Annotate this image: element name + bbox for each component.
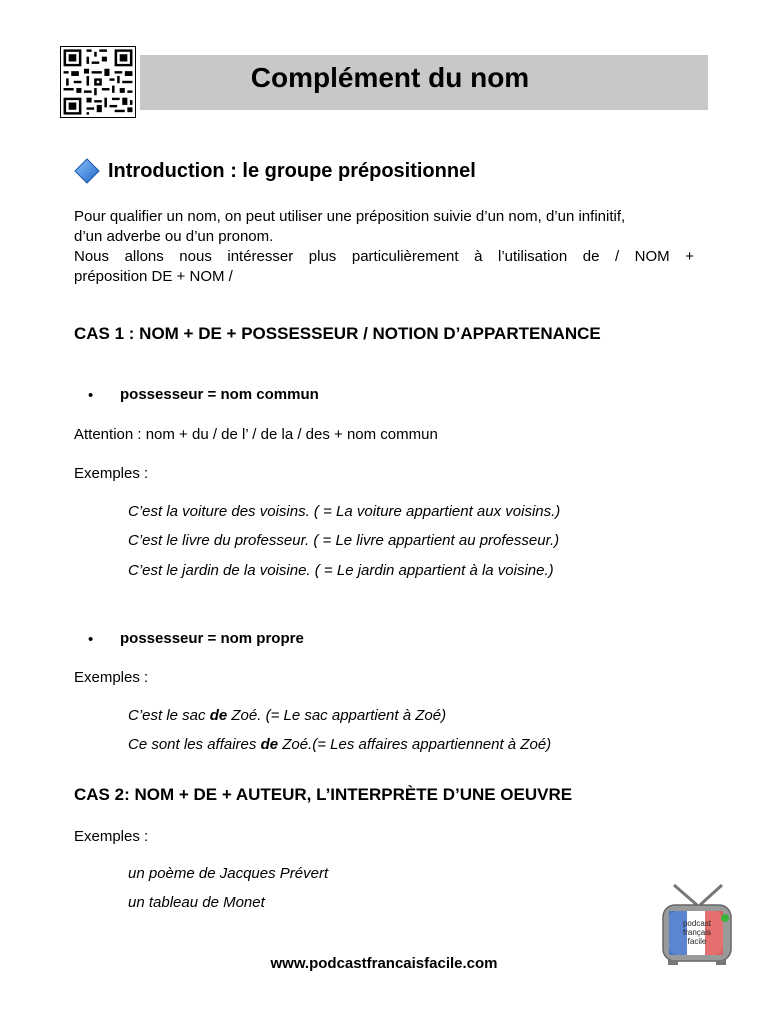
- footer-url: www.podcastfrancaisfacile.com: [270, 955, 498, 972]
- intro-line-4: préposition DE + NOM /: [74, 268, 233, 285]
- cas1-heading: CAS 1 : NOM + DE + POSSESSEUR / NOTION D’APPARTENANCE: [74, 324, 601, 343]
- qr-code-icon: [60, 46, 136, 118]
- intro-line-3: Nous allons nous intéresser plus particulièrement à l’utilisation de / NOM +: [74, 248, 694, 265]
- example-item: C’est la voiture des voisins. ( = La voiture appartient aux voisins.): [128, 503, 561, 520]
- example-item: C’est le sac de Zoé. (= Le sac appartient à Zoé): [128, 707, 447, 724]
- cas1-attention: Attention : nom + du / de l’ / de la / des + nom commun: [74, 426, 438, 443]
- cas2-exemples-label: Exemples :: [74, 828, 149, 845]
- blue-diamond-icon: [74, 158, 100, 184]
- cas1-exemples-label-2: Exemples :: [74, 669, 149, 686]
- intro-line-2: d’un adverbe ou d’un pronom.: [74, 228, 274, 245]
- cas2-heading: CAS 2: NOM + DE + AUTEUR, L’INTERPRÈTE D’UNE OEUVRE: [74, 785, 573, 804]
- intro-line-1: Pour qualifier un nom, on peut utiliser une préposition suivie d’un nom, d’un infinitif,: [74, 208, 626, 225]
- example-item: C’est le jardin de la voisine. ( = Le jardin appartient à la voisine.): [128, 562, 554, 579]
- cas1-exemples-label: Exemples :: [74, 465, 149, 482]
- example-item: un poème de Jacques Prévert: [128, 865, 329, 882]
- example-item: C’est le livre du professeur. ( = Le livre appartient au professeur.): [128, 532, 560, 549]
- tv-logo-icon: [660, 883, 738, 967]
- section-heading-introduction: [74, 158, 476, 184]
- logo-text: français: [682, 928, 711, 937]
- cas1-bullet-nom-propre: possesseur = nom propre: [120, 630, 304, 647]
- logo-text: podcast: [682, 919, 712, 928]
- page-title: Complément du nom: [250, 62, 530, 93]
- bullet-dot: •: [88, 631, 94, 648]
- introduction-heading-text: Introduction : le groupe prépositionnel: [108, 159, 476, 182]
- bullet-dot: •: [88, 387, 94, 404]
- cas1-bullet-nom-commun: possesseur = nom commun: [120, 386, 319, 403]
- logo-text: facile: [687, 937, 707, 946]
- example-item: un tableau de Monet: [128, 894, 265, 911]
- example-item: Ce sont les affaires de Zoé.(= Les affaires appartiennent à Zoé): [128, 736, 552, 753]
